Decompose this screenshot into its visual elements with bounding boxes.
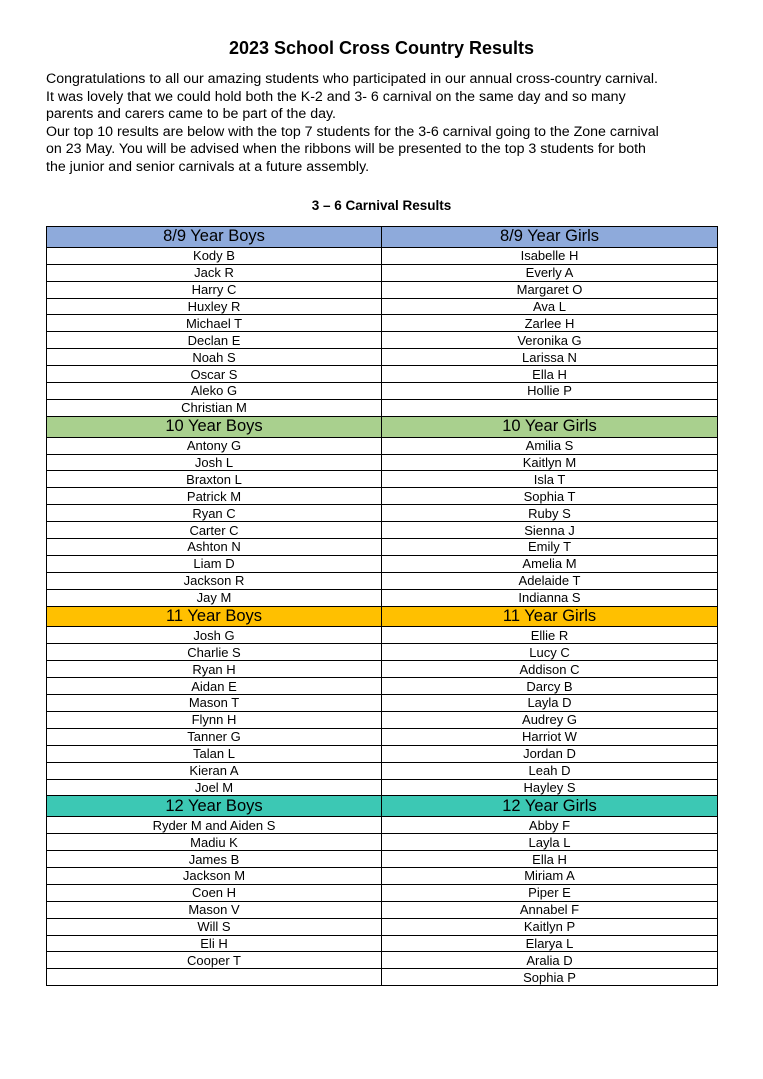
girls-group-header: 10 Year Girls: [382, 416, 718, 437]
table-row: [47, 332, 718, 349]
group-header-row: [47, 796, 718, 817]
table-row: [47, 661, 718, 678]
table-row: [47, 867, 718, 884]
girls-name-cell: Lucy C: [382, 644, 718, 661]
girls-name-cell: Layla L: [382, 834, 718, 851]
intro-text: [46, 71, 736, 177]
girls-name-cell: Ella H: [382, 851, 718, 868]
table-row: [47, 572, 718, 589]
boys-group-header: 12 Year Boys: [47, 796, 382, 817]
table-row: [47, 728, 718, 745]
table-row: [47, 952, 718, 969]
table-row: [47, 884, 718, 901]
intro-line: on 23 May. You will be advised when the ribbons will be presented to the top 3 students for both: [46, 141, 646, 158]
girls-name-cell: Abby F: [382, 817, 718, 834]
group-header-row: [47, 416, 718, 437]
table-row: [47, 539, 718, 556]
results-table-body: [47, 227, 718, 986]
girls-name-cell: Zarlee H: [382, 315, 718, 332]
boys-name-cell: Jack R: [47, 264, 382, 281]
girls-group-header: 11 Year Girls: [382, 606, 718, 627]
intro-line: Our top 10 results are below with the top 7 students for the 3-6 carnival going to the Zone carnival: [46, 123, 659, 140]
table-row: [47, 589, 718, 606]
table-row: [47, 349, 718, 366]
girls-name-cell: Kaitlyn M: [382, 454, 718, 471]
girls-name-cell: Hollie P: [382, 383, 718, 400]
girls-name-cell: Veronika G: [382, 332, 718, 349]
boys-group-header: 10 Year Boys: [47, 416, 382, 437]
boys-name-cell: Kieran A: [47, 762, 382, 779]
boys-name-cell: Ryder M and Aiden S: [47, 817, 382, 834]
girls-name-cell: Sophia P: [382, 969, 718, 986]
table-row: [47, 281, 718, 298]
table-row: [47, 488, 718, 505]
boys-name-cell: Jackson M: [47, 867, 382, 884]
girls-name-cell: Kaitlyn P: [382, 918, 718, 935]
table-row: [47, 745, 718, 762]
girls-name-cell: Ava L: [382, 298, 718, 315]
boys-name-cell: Josh L: [47, 454, 382, 471]
table-row: [47, 779, 718, 796]
table-row: [47, 644, 718, 661]
table-row: [47, 399, 718, 416]
table-row: [47, 247, 718, 264]
table-row: [47, 918, 718, 935]
girls-name-cell: Miriam A: [382, 867, 718, 884]
girls-name-cell: Elarya L: [382, 935, 718, 952]
boys-name-cell: Mason T: [47, 695, 382, 712]
boys-name-cell: Madiu K: [47, 834, 382, 851]
girls-name-cell: Harriot W: [382, 728, 718, 745]
boys-name-cell: Michael T: [47, 315, 382, 332]
section-title: 3 – 6 Carnival Results: [311, 198, 452, 213]
table-row: [47, 901, 718, 918]
table-row: [47, 935, 718, 952]
boys-name-cell: Eli H: [47, 935, 382, 952]
girls-name-cell: Sophia T: [382, 488, 718, 505]
boys-name-cell: Coen H: [47, 884, 382, 901]
boys-name-cell: Jackson R: [47, 572, 382, 589]
table-row: [47, 437, 718, 454]
table-row: [47, 678, 718, 695]
girls-name-cell: Layla D: [382, 695, 718, 712]
boys-name-cell: Noah S: [47, 349, 382, 366]
girls-name-cell: Amilia S: [382, 437, 718, 454]
table-row: [47, 522, 718, 539]
boys-name-cell: Ashton N: [47, 539, 382, 556]
table-row: [47, 264, 718, 281]
intro-line: It was lovely that we could hold both the K-2 and 3- 6 carnival on the same day and so many: [46, 88, 626, 105]
boys-name-cell: James B: [47, 851, 382, 868]
girls-name-cell: Ruby S: [382, 505, 718, 522]
boys-name-cell: Ryan H: [47, 661, 382, 678]
boys-name-cell: Patrick M: [47, 488, 382, 505]
table-row: [47, 695, 718, 712]
table-row: [47, 627, 718, 644]
girls-name-cell: Ellie R: [382, 627, 718, 644]
girls-name-cell: Audrey G: [382, 711, 718, 728]
girls-name-cell: Isabelle H: [382, 247, 718, 264]
boys-group-header: 11 Year Boys: [47, 606, 382, 627]
table-row: [47, 762, 718, 779]
boys-name-cell: Jay M: [47, 589, 382, 606]
boys-name-cell: Declan E: [47, 332, 382, 349]
boys-name-cell: Talan L: [47, 745, 382, 762]
table-row: [47, 454, 718, 471]
boys-name-cell: Tanner G: [47, 728, 382, 745]
boys-name-cell: Will S: [47, 918, 382, 935]
results-table: [46, 226, 718, 986]
page-title: 2023 School Cross Country Results: [228, 38, 535, 58]
girls-name-cell: Jordan D: [382, 745, 718, 762]
girls-name-cell: Leah D: [382, 762, 718, 779]
boys-name-cell: Harry C: [47, 281, 382, 298]
girls-name-cell: Emily T: [382, 539, 718, 556]
intro-line: Congratulations to all our amazing students who participated in our annual cross-country carnival.: [46, 71, 658, 87]
boys-name-cell: Kody B: [47, 247, 382, 264]
girls-name-cell: Annabel F: [382, 901, 718, 918]
girls-group-header: 8/9 Year Girls: [382, 227, 718, 248]
boys-name-cell: Antony G: [47, 437, 382, 454]
girls-name-cell: Darcy B: [382, 678, 718, 695]
boys-name-cell: Carter C: [47, 522, 382, 539]
boys-name-cell: Joel M: [47, 779, 382, 796]
girls-name-cell: Hayley S: [382, 779, 718, 796]
table-row: [47, 383, 718, 400]
girls-name-cell: Adelaide T: [382, 572, 718, 589]
boys-name-cell: Charlie S: [47, 644, 382, 661]
girls-name-cell: Aralia D: [382, 952, 718, 969]
table-row: [47, 315, 718, 332]
girls-name-cell: Larissa N: [382, 349, 718, 366]
boys-name-cell: Aleko G: [47, 383, 382, 400]
girls-name-cell: Amelia M: [382, 555, 718, 572]
girls-name-cell: Indianna S: [382, 589, 718, 606]
girls-name-cell: Everly A: [382, 264, 718, 281]
boys-name-cell: Christian M: [47, 399, 382, 416]
table-row: [47, 471, 718, 488]
table-row: [47, 817, 718, 834]
table-row: [47, 834, 718, 851]
intro-line: parents and carers came to be part of the day.: [46, 106, 336, 123]
group-header-row: [47, 606, 718, 627]
girls-name-cell: Isla T: [382, 471, 718, 488]
boys-group-header: 8/9 Year Boys: [47, 227, 382, 248]
table-row: [47, 366, 718, 383]
boys-name-cell: Liam D: [47, 555, 382, 572]
girls-name-cell: [382, 399, 718, 416]
girls-group-header: 12 Year Girls: [382, 796, 718, 817]
girls-name-cell: Ella H: [382, 366, 718, 383]
boys-name-cell: Huxley R: [47, 298, 382, 315]
table-row: [47, 851, 718, 868]
girls-name-cell: Addison C: [382, 661, 718, 678]
table-row: [47, 711, 718, 728]
table-row: [47, 969, 718, 986]
boys-name-cell: [47, 969, 382, 986]
boys-name-cell: Mason V: [47, 901, 382, 918]
table-row: [47, 555, 718, 572]
boys-name-cell: Oscar S: [47, 366, 382, 383]
boys-name-cell: Braxton L: [47, 471, 382, 488]
boys-name-cell: Josh G: [47, 627, 382, 644]
boys-name-cell: Aidan E: [47, 678, 382, 695]
girls-name-cell: Sienna J: [382, 522, 718, 539]
girls-name-cell: Margaret O: [382, 281, 718, 298]
table-row: [47, 505, 718, 522]
table-row: [47, 298, 718, 315]
boys-name-cell: Ryan C: [47, 505, 382, 522]
boys-name-cell: Cooper T: [47, 952, 382, 969]
intro-line: the junior and senior carnivals at a future assembly.: [46, 158, 370, 175]
group-header-row: [47, 227, 718, 248]
boys-name-cell: Flynn H: [47, 711, 382, 728]
girls-name-cell: Piper E: [382, 884, 718, 901]
